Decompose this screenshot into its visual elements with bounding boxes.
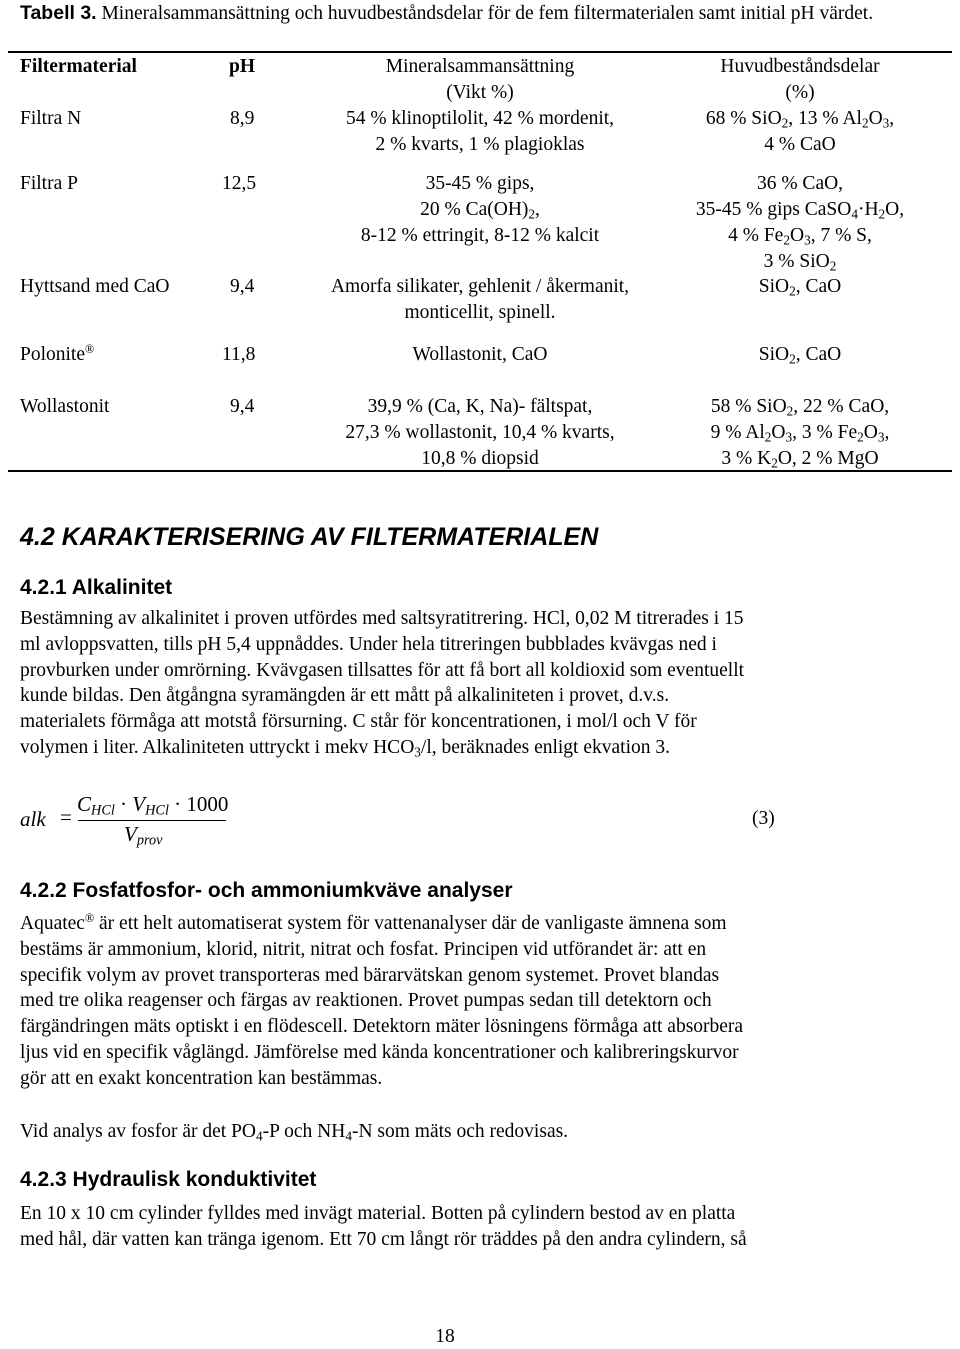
main-line: 68 % SiO$_2$, 13 % $Al_2O_3$, <box>705 108 895 131</box>
mineral-line: 2 % kvarts, 1 % plagioklas <box>375 134 585 155</box>
text-line: med tre olika reagenser och färgas av reaktionen. Provet pumpas sedan till detektorn och <box>20 990 712 1012</box>
main-line: 3 % SiO$_2$ <box>763 251 837 274</box>
material-name: Polonite <box>20 344 86 365</box>
table-row-main <box>660 106 940 158</box>
main-line: SiO$_2$, CaO <box>758 276 842 299</box>
text-line: ml avloppsvatten, tills pH 5,4 uppnåddes. Under hela titreringen bubblades kvävgas ned i <box>20 633 717 655</box>
table-caption <box>20 0 940 27</box>
paragraph-fosfat <box>20 911 940 1092</box>
header-mineral <box>300 54 660 106</box>
mineral-line: 10,8 % diopsid <box>421 448 539 469</box>
main-line: 58 % SiO$_2$, 22 % CaO, <box>710 396 890 419</box>
text-line: Bestämning av alkalinitet i proven utfördes med saltsyratitrering. HCl, 0,02 M titrerades i 15 <box>20 608 744 629</box>
text-line: bestäms är ammonium, klorid, nitrit, nitrat och fosfat. Principen vid utförandet är: att en <box>20 938 707 960</box>
subsection-heading-alkalinitet: 4.2.1 Alkalinitet <box>20 576 173 599</box>
text-line: färgändringen mäts optiskt i en flödescell. Detektorn mäter lösningens förmåga att absorbera <box>20 1016 744 1038</box>
text-line: Vid analys av fosfor är $\det PO_4-P$ och $NH_4-N$ som mäts och redovisas. <box>20 1121 569 1144</box>
text-line: kunde bildas. Den åtgångna syramängden är ett mått på alkaliniteten i provet, d.v.s. <box>20 685 670 707</box>
eq-c-sub: HCl <box>91 802 115 819</box>
table-row-main <box>660 274 940 300</box>
paragraph-hydraulisk <box>20 1201 940 1253</box>
header-mineral-line1: Mineralsammansättning <box>385 56 575 77</box>
main-line: 3 % $K_2O$, 2 % MgO <box>721 448 879 471</box>
eq-v: V <box>132 792 146 816</box>
text-span: volymen i liter. Alkaliniteten uttryckt i mekv HCO <box>20 736 415 758</box>
page-number: 18 <box>435 1326 455 1347</box>
table-row-material: Filtra N <box>20 108 82 129</box>
table-row-mineral <box>300 394 660 472</box>
text-line: med hål, där vatten kan tränga igenom. Ett 70 cm långt rör träddes på den andra cylindern, så <box>20 1228 747 1250</box>
table-row-main <box>660 342 940 368</box>
main-line: 4 % $Fe_2O_3$, 7 % S, <box>728 225 872 248</box>
eq-v-sub: HCl <box>145 802 169 819</box>
header-main-line1: Huvudbeståndsdelar <box>720 56 880 77</box>
equation-denominator <box>124 822 162 847</box>
table-top-rule <box>8 51 952 53</box>
caption-text: Mineralsammansättning och huvudbeståndsdelar för de fem filtermaterialen samt initial pH värdet. <box>96 3 874 24</box>
caption-label: Tabell 3. <box>20 2 97 24</box>
eq-den: V <box>124 822 137 846</box>
table-row-main <box>660 171 940 275</box>
header-mineral-line2: (Vikt %) <box>446 82 514 103</box>
mineral-line: 20 % $Ca(OH)_2$, <box>420 199 540 222</box>
equation-numerator: $C_{HCl} \cdot V_{HCl} \cdot 1000$ <box>77 792 229 819</box>
table-row-mineral <box>300 106 660 158</box>
mineral-line: Wollastonit, CaO <box>412 344 548 365</box>
text-line: materialets förmåga att motstå försurning. C står för koncentrationen, i mol/l och V för <box>20 711 697 733</box>
table-row-ph: 9,4 <box>230 396 255 417</box>
eq-c: C <box>77 792 92 816</box>
fraction-bar <box>78 820 226 821</box>
header-filtermaterial: Filtermaterial <box>20 56 137 77</box>
header-ph: pH <box>229 56 256 77</box>
text-span: Vid analys av fosfor är det PO <box>20 1121 257 1142</box>
table-row-material: Filtra P <box>20 173 78 194</box>
text-line: En 10 x 10 cm cylinder fylldes med invägt material. Botten på cylindern bestod av en platta <box>20 1203 736 1224</box>
registered-mark: ® <box>84 910 95 925</box>
table-row-material: Wollastonit <box>20 396 110 417</box>
text-line: ljus vid en specifik våglängd. Jämförelse med kända koncentrationer och kalibreringskurvor <box>20 1041 739 1063</box>
text-span: /l, beräknades enligt ekvation 3. <box>420 736 670 758</box>
header-main-line2: (%) <box>785 82 815 103</box>
table-row-ph: 8,9 <box>230 108 255 129</box>
table-row-mineral <box>300 274 660 326</box>
table-row-mineral <box>300 342 660 368</box>
mineral-line: monticellit, spinell. <box>404 302 556 323</box>
table-row-main <box>660 394 940 472</box>
main-line: SiO$_2$, CaO <box>758 344 842 367</box>
mineral-line: 54 % klinoptilolit, 42 % mordenit, <box>345 108 615 129</box>
text-line: volymen i liter. Alkaliniteten uttryckt i mekv $HCO_3/l$, beräknades enligt ekvation 3. <box>20 736 670 760</box>
mineral-line: 39,9 % (Ca, K, Na)- fältspat, <box>367 396 593 417</box>
table-row-ph: 11,8 <box>222 344 256 365</box>
main-line: 36 % CaO, <box>756 173 844 194</box>
subsection-heading-hydraulisk: 4.2.3 Hydraulisk konduktivitet <box>20 1168 317 1191</box>
table-row-material: Hyttsand med CaO <box>20 276 170 297</box>
text-span: Aquatec <box>20 913 85 934</box>
eq-factor: 1000 <box>186 792 229 816</box>
header-main <box>660 54 940 106</box>
text-span: är ett helt automatiserat system för vattenanalyser där de vanligaste ämnena som <box>94 913 727 934</box>
text-line: gör att en exakt koncentration kan bestämmas. <box>20 1067 383 1089</box>
eq-den-sub: prov <box>136 832 163 849</box>
equation-number: (3) <box>752 808 775 829</box>
paragraph-alkalinitet <box>20 606 940 761</box>
equation-lhs: alk <box>20 807 46 831</box>
main-line: 35-45 % gips $CaSO_4\cdot H_2O$, <box>695 199 905 222</box>
registered-mark: ® <box>85 341 95 356</box>
main-line: 4 % CaO <box>764 134 836 155</box>
main-line: 9 % $Al_2O_3$, 3 % $Fe_2O_3$, <box>710 422 890 445</box>
text-line: specifik volym av provet transporteras med bärarvätskan genom systemet. Provet blandas <box>20 964 720 986</box>
mineral-line: 27,3 % wollastonit, 10,4 % kvarts, <box>345 422 615 443</box>
mineral-line: Amorfa silikater, gehlenit / åkermanit, <box>330 276 630 297</box>
table-row-ph: 9,4 <box>230 276 255 297</box>
mineral-line: 35-45 % gips, <box>425 173 535 194</box>
table-row-mineral <box>300 171 660 249</box>
text-span: -P och NH <box>262 1121 346 1142</box>
section-heading: 4.2 KARAKTERISERING AV FILTERMATERIALEN <box>20 523 599 551</box>
table-row-ph: 12,5 <box>222 173 257 194</box>
table-row-material <box>20 342 94 368</box>
equation-equals: = <box>60 805 72 829</box>
text-span: -N som mäts och redovisas. <box>351 1121 569 1142</box>
paragraph-fosfat-note <box>20 1119 940 1145</box>
subsection-heading-fosfat: 4.2.2 Fosfatfosfor- och ammoniumkväve analyser <box>20 879 513 902</box>
mineral-line: 8-12 % ettringit, 8-12 % kalcit <box>360 225 600 246</box>
text-line <box>20 911 940 937</box>
text-line: provburken under omrörning. Kvävgasen tillsattes för att få bort all koldioxid som eventuellt <box>20 659 745 681</box>
